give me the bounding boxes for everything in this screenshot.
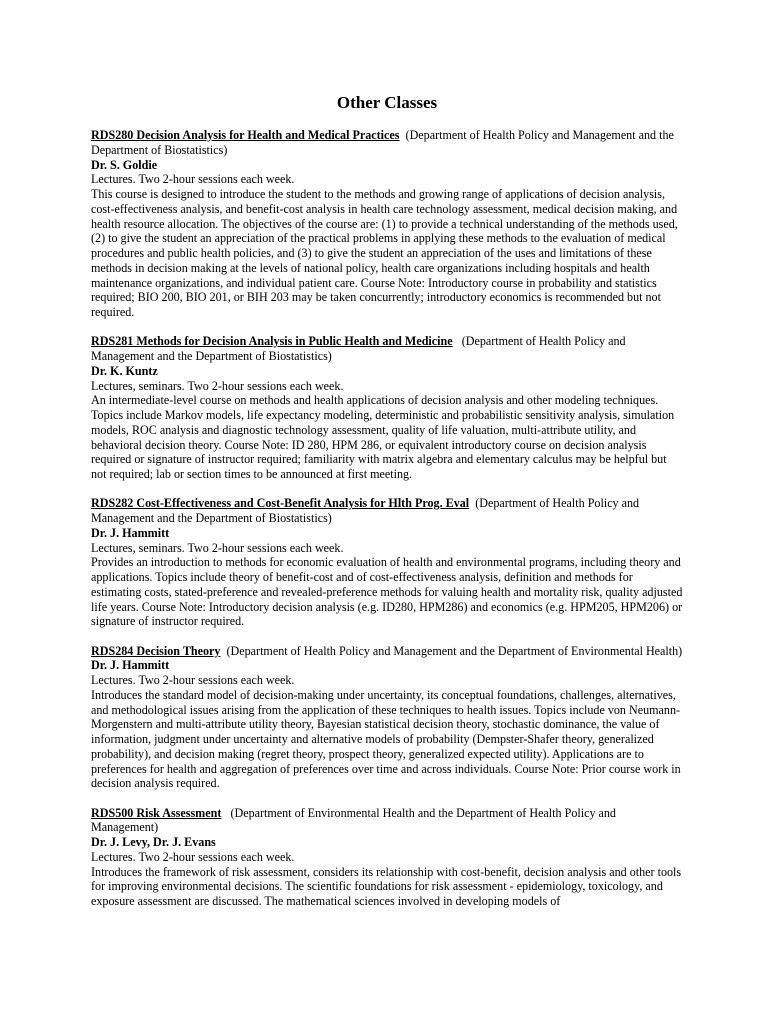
course-title: RDS284 Decision Theory	[91, 643, 221, 658]
course-header	[91, 128, 683, 158]
course-title: RDS280 Decision Analysis for Health and Medical Practices	[91, 128, 400, 142]
course-description: An intermediate-level course on methods and health applications of decision analysis and other modeling techniques. Topics include Markov models, life expectancy modeling, deterministic and probabilistic sensitivity analysis, simulation models, ROC analysis and diagnostic technology assessment, quality of life valuation, multi-attribute utility, and behavioral decision theory. Course Note: ID 280, HPM 286, or equivalent introductory course on decision analysis required or signature of instructor required; familiarity with matrix algebra and elementary calculus may be helpful but not required; lab or section times to be announced at first meeting.	[91, 393, 675, 481]
course-header	[91, 644, 683, 659]
course-instructor: Dr. K. Kuntz	[91, 363, 158, 378]
course-title: RDS282 Cost-Effectiveness and Cost-Benefit Analysis for Hlth Prog. Eval	[91, 496, 470, 511]
course-instructor: Dr. J. Hammitt	[91, 658, 170, 673]
course-department: (Department of Health Policy and Management and the Department of Biostatistics)	[91, 334, 626, 363]
page-title: Other Classes	[336, 93, 438, 112]
course-instructor: Dr. J. Hammitt	[91, 525, 170, 540]
course-entry	[91, 128, 683, 320]
course-header	[91, 806, 683, 836]
course-description: Provides an introduction to methods for economic evaluation of health and environmental programs, including theory and applications. Topics include theory of benefit-cost and of cost-effectiveness analysis, definition and methods for estimating costs, stated-preference and revealed-preference methods for valuing health and mortality risk, quality adjusted life years. Course Note: Introductory decision analysis (e.g. ID280, HPM286) and economics (e.g. HPM205, HPM206) or signature of instructor required.	[91, 555, 683, 629]
course-schedule: Lectures. Two 2-hour sessions each week.	[91, 172, 295, 187]
course-instructor: Dr. J. Levy, Dr. J. Evans	[91, 835, 216, 849]
course-header	[91, 496, 683, 526]
course-title: RDS500 Risk Assessment	[91, 805, 222, 820]
document-page	[91, 92, 683, 923]
course-schedule: Lectures, seminars. Two 2-hour sessions each week.	[91, 378, 344, 393]
course-department: (Department of Environmental Health and the Department of Health Policy and Management)	[91, 805, 616, 835]
course-description: Introduces the standard model of decision-making under uncertainty, its conceptual foundations, challenges, alternatives, and methodological issues arising from the application of these techniques to health issues. Topics include von Neumann-Morgenstern and multi-attribute utility theory, Bayesian statistical decision theory, stochastic dominance, the value of information, judgment under uncertainty and alternative models of probability (Dempster-Shafer theory, generalized probability), and decision making (regret theory, prospect theory, generalized expected utility). Applications are to preferences for health and aggregation of preferences over time and across individuals. Course Note: Prior course work in decision analysis required.	[91, 687, 681, 791]
course-header	[91, 334, 683, 364]
course-department: (Department of Health Policy and Management and the Department of Environmental Health)	[226, 643, 683, 658]
course-description: This course is designed to introduce the student to the methods and growing range of applications of decision analysis, cost-effectiveness analysis, and benefit-cost analysis in health care technology assessment, medical decision making, and health resource allocation. The objectives of the course are: (1) to provide a technical understanding of the methods used, (2) to give the student an appreciation of the practical problems in applying these methods to the evaluation of medical procedures and public health policies, and (3) to give the student an appreciation of the uses and limitations of these methods in decision making at the levels of national policy, health care organizations including hospitals and health maintenance organizations, and individual patient care. Course Note: Introductory course in probability and statistics required; BIO 200, BIO 201, or BIH 203 may be taken concurrently; introductory economics is recommended but not required.	[91, 187, 678, 319]
course-entry	[91, 334, 683, 482]
course-schedule: Lectures. Two 2-hour sessions each week.	[91, 673, 295, 687]
course-schedule: Lectures. Two 2-hour sessions each week.	[91, 849, 295, 864]
course-instructor: Dr. S. Goldie	[91, 157, 158, 172]
course-entry	[91, 496, 683, 629]
course-entry	[91, 644, 683, 792]
course-entry	[91, 806, 683, 909]
course-department: (Department of Health Policy and Management and the Department of Biostatistics)	[91, 128, 674, 157]
course-description: Introduces the framework of risk assessment, considers its relationship with cost-benefit, decision analysis and other tools for improving environmental decisions. The scientific foundations for risk assessment - epidemiology, toxicology, and exposure assessment are discussed. The mathematical sciences involved in developing models of	[91, 864, 682, 908]
course-title: RDS281 Methods for Decision Analysis in Public Health and Medicine	[91, 334, 453, 349]
course-schedule: Lectures, seminars. Two 2-hour sessions each week.	[91, 540, 344, 555]
course-department: (Department of Health Policy and Management and the Department of Biostatistics)	[91, 496, 640, 525]
